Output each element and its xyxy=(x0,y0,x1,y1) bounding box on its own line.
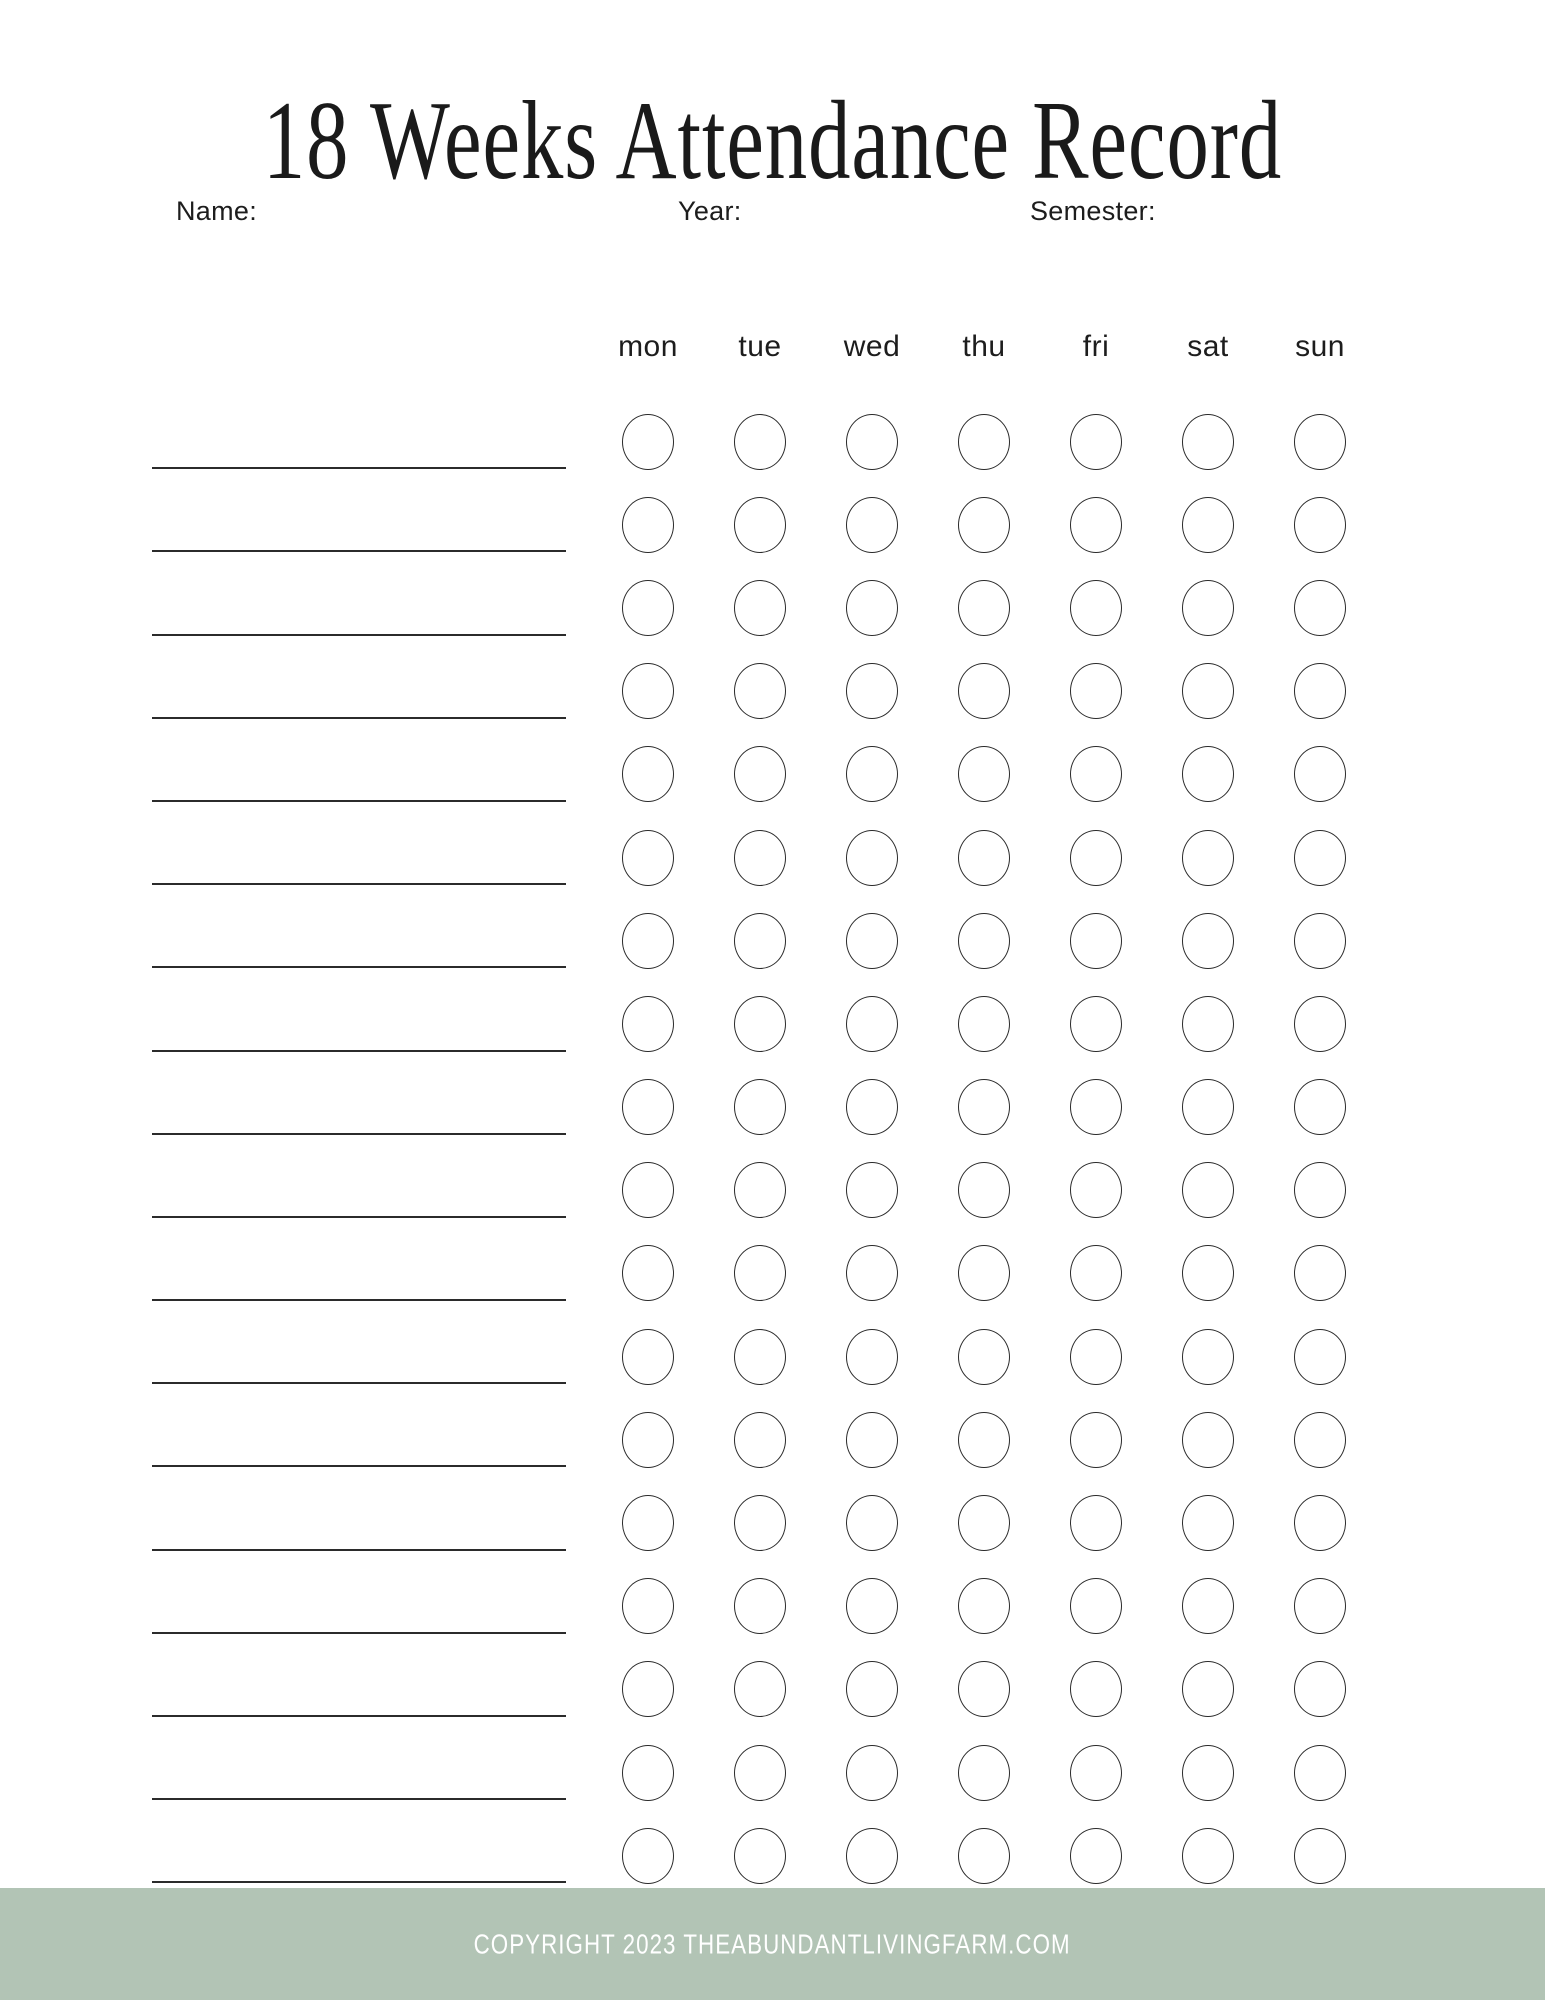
attendance-bubble-wed[interactable] xyxy=(846,663,898,719)
attendance-bubble-group xyxy=(592,566,1376,649)
attendance-bubble-sun[interactable] xyxy=(1294,996,1346,1052)
attendance-bubble-sat[interactable] xyxy=(1182,663,1234,719)
attendance-bubble-tue[interactable] xyxy=(734,1412,786,1468)
attendance-bubble-mon[interactable] xyxy=(622,1828,674,1884)
attendance-row xyxy=(0,1232,1545,1315)
attendance-bubble-sat[interactable] xyxy=(1182,913,1234,969)
attendance-bubble-thu[interactable] xyxy=(958,1162,1010,1218)
attendance-bubble-thu[interactable] xyxy=(958,1245,1010,1301)
attendance-bubble-thu[interactable] xyxy=(958,1495,1010,1551)
attendance-bubble-sat[interactable] xyxy=(1182,1495,1234,1551)
attendance-bubble-sun[interactable] xyxy=(1294,1828,1346,1884)
attendance-bubble-sat[interactable] xyxy=(1182,830,1234,886)
attendance-bubble-wed[interactable] xyxy=(846,414,898,470)
attendance-bubble-fri[interactable] xyxy=(1070,663,1122,719)
attendance-bubble-sun[interactable] xyxy=(1294,1495,1346,1551)
attendance-bubble-group xyxy=(592,1315,1376,1398)
attendance-bubble-group xyxy=(592,1565,1376,1648)
attendance-row xyxy=(0,650,1545,733)
weekday-label-wed: wed xyxy=(843,330,901,363)
attendance-bubble-fri[interactable] xyxy=(1070,1412,1122,1468)
attendance-bubble-wed[interactable] xyxy=(846,1495,898,1551)
attendance-bubble-tue[interactable] xyxy=(734,1495,786,1551)
attendance-bubble-sat[interactable] xyxy=(1182,1661,1234,1717)
attendance-bubble-sat[interactable] xyxy=(1182,746,1234,802)
attendance-bubble-sun[interactable] xyxy=(1294,1745,1346,1801)
attendance-bubble-group xyxy=(592,650,1376,733)
attendance-bubble-sat[interactable] xyxy=(1182,1079,1234,1135)
attendance-row xyxy=(0,1315,1545,1398)
attendance-row xyxy=(0,1731,1545,1814)
attendance-bubble-group xyxy=(592,1149,1376,1232)
attendance-bubble-mon[interactable] xyxy=(622,497,674,553)
attendance-bubble-sun[interactable] xyxy=(1294,580,1346,636)
attendance-bubble-sun[interactable] xyxy=(1294,1578,1346,1634)
attendance-bubble-wed[interactable] xyxy=(846,1745,898,1801)
attendance-bubble-tue[interactable] xyxy=(734,1828,786,1884)
weekday-label-sun: sun xyxy=(1295,330,1345,363)
attendance-bubble-fri[interactable] xyxy=(1070,1329,1122,1385)
attendance-bubble-mon[interactable] xyxy=(622,1661,674,1717)
attendance-row xyxy=(0,1149,1545,1232)
attendance-bubble-group xyxy=(592,1232,1376,1315)
weekday-label-fri: fri xyxy=(1082,330,1110,363)
student-name-line[interactable] xyxy=(152,1133,566,1135)
attendance-bubble-sat[interactable] xyxy=(1182,1828,1234,1884)
attendance-bubble-sat[interactable] xyxy=(1182,497,1234,553)
attendance-bubble-sun[interactable] xyxy=(1294,1412,1346,1468)
attendance-bubble-fri[interactable] xyxy=(1070,1495,1122,1551)
attendance-row xyxy=(0,1066,1545,1149)
attendance-bubble-wed[interactable] xyxy=(846,580,898,636)
weekday-label-thu: thu xyxy=(962,330,1006,363)
attendance-bubble-fri[interactable] xyxy=(1070,1245,1122,1301)
attendance-row xyxy=(0,1398,1545,1481)
attendance-row xyxy=(0,566,1545,649)
attendance-bubble-wed[interactable] xyxy=(846,497,898,553)
attendance-bubble-thu[interactable] xyxy=(958,1329,1010,1385)
attendance-bubble-sun[interactable] xyxy=(1294,746,1346,802)
attendance-bubble-group xyxy=(592,483,1376,566)
attendance-bubble-mon[interactable] xyxy=(622,580,674,636)
attendance-bubble-tue[interactable] xyxy=(734,996,786,1052)
student-name-line[interactable] xyxy=(152,1050,566,1052)
attendance-bubble-fri[interactable] xyxy=(1070,580,1122,636)
attendance-bubble-tue[interactable] xyxy=(734,1245,786,1301)
attendance-bubble-sun[interactable] xyxy=(1294,497,1346,553)
attendance-row xyxy=(0,982,1545,1065)
attendance-row xyxy=(0,1481,1545,1564)
attendance-bubble-sun[interactable] xyxy=(1294,913,1346,969)
attendance-bubble-thu[interactable] xyxy=(958,746,1010,802)
student-name-line[interactable] xyxy=(152,1465,566,1467)
attendance-bubble-group xyxy=(592,816,1376,899)
attendance-bubble-mon[interactable] xyxy=(622,996,674,1052)
attendance-bubble-thu[interactable] xyxy=(958,996,1010,1052)
attendance-bubble-tue[interactable] xyxy=(734,746,786,802)
field-label-row xyxy=(0,196,1545,238)
attendance-bubble-fri[interactable] xyxy=(1070,1162,1122,1218)
attendance-bubble-thu[interactable] xyxy=(958,414,1010,470)
student-name-line[interactable] xyxy=(152,550,566,552)
attendance-bubble-fri[interactable] xyxy=(1070,1828,1122,1884)
attendance-bubble-sun[interactable] xyxy=(1294,1079,1346,1135)
attendance-bubble-group xyxy=(592,400,1376,483)
attendance-bubble-tue[interactable] xyxy=(734,497,786,553)
attendance-bubble-thu[interactable] xyxy=(958,1079,1010,1135)
attendance-bubble-mon[interactable] xyxy=(622,1578,674,1634)
attendance-row xyxy=(0,1814,1545,1897)
attendance-bubble-group xyxy=(592,1481,1376,1564)
field-label-name: Name: xyxy=(176,196,258,226)
attendance-bubble-tue[interactable] xyxy=(734,830,786,886)
student-name-line[interactable] xyxy=(152,800,566,802)
student-name-line[interactable] xyxy=(152,1632,566,1634)
attendance-bubble-tue[interactable] xyxy=(734,580,786,636)
attendance-bubble-tue[interactable] xyxy=(734,1329,786,1385)
attendance-bubble-tue[interactable] xyxy=(734,1745,786,1801)
attendance-bubble-tue[interactable] xyxy=(734,1661,786,1717)
attendance-bubble-sat[interactable] xyxy=(1182,1578,1234,1634)
attendance-bubble-wed[interactable] xyxy=(846,1079,898,1135)
attendance-bubble-thu[interactable] xyxy=(958,1745,1010,1801)
attendance-bubble-sun[interactable] xyxy=(1294,830,1346,886)
attendance-bubble-sun[interactable] xyxy=(1294,1245,1346,1301)
attendance-bubble-group xyxy=(592,1648,1376,1731)
student-name-line[interactable] xyxy=(152,883,566,885)
attendance-bubble-wed[interactable] xyxy=(846,1661,898,1717)
attendance-bubble-wed[interactable] xyxy=(846,1578,898,1634)
attendance-bubble-sun[interactable] xyxy=(1294,663,1346,719)
attendance-bubble-fri[interactable] xyxy=(1070,830,1122,886)
student-name-line[interactable] xyxy=(152,1549,566,1551)
attendance-bubble-mon[interactable] xyxy=(622,830,674,886)
attendance-bubble-sun[interactable] xyxy=(1294,1661,1346,1717)
attendance-bubble-fri[interactable] xyxy=(1070,913,1122,969)
attendance-row xyxy=(0,816,1545,899)
attendance-bubble-thu[interactable] xyxy=(958,913,1010,969)
attendance-bubble-group xyxy=(592,1066,1376,1149)
attendance-bubble-thu[interactable] xyxy=(958,663,1010,719)
attendance-bubble-fri[interactable] xyxy=(1070,497,1122,553)
attendance-bubble-wed[interactable] xyxy=(846,1412,898,1468)
weekday-label-tue: tue xyxy=(738,330,782,363)
attendance-bubble-mon[interactable] xyxy=(622,1162,674,1218)
weekday-label-sat: sat xyxy=(1187,330,1229,363)
weekday-header-row xyxy=(592,330,1352,364)
student-name-line[interactable] xyxy=(152,1299,566,1301)
weekday-label-mon: mon xyxy=(618,330,678,363)
attendance-bubble-wed[interactable] xyxy=(846,1162,898,1218)
page-title: 18 Weeks Attendance Record xyxy=(262,77,1283,203)
attendance-row xyxy=(0,733,1545,816)
attendance-bubble-mon[interactable] xyxy=(622,1245,674,1301)
attendance-bubble-tue[interactable] xyxy=(734,1578,786,1634)
attendance-bubble-group xyxy=(592,982,1376,1065)
copyright-text: COPYRIGHT 2023 THEABUNDANTLIVINGFARM.COM xyxy=(473,1927,1072,1960)
student-name-line[interactable] xyxy=(152,1881,566,1883)
attendance-bubble-sun[interactable] xyxy=(1294,1162,1346,1218)
attendance-row xyxy=(0,483,1545,566)
attendance-bubble-group xyxy=(592,1398,1376,1481)
attendance-bubble-mon[interactable] xyxy=(622,913,674,969)
student-name-line[interactable] xyxy=(152,467,566,469)
footer-bar xyxy=(0,1888,1545,2000)
attendance-bubble-fri[interactable] xyxy=(1070,414,1122,470)
attendance-bubble-thu[interactable] xyxy=(958,580,1010,636)
attendance-row xyxy=(0,1565,1545,1648)
attendance-bubble-thu[interactable] xyxy=(958,1578,1010,1634)
student-name-line[interactable] xyxy=(152,1798,566,1800)
attendance-bubble-group xyxy=(592,1814,1376,1897)
attendance-bubble-fri[interactable] xyxy=(1070,996,1122,1052)
attendance-bubble-sat[interactable] xyxy=(1182,580,1234,636)
attendance-grid xyxy=(0,400,1545,1897)
attendance-bubble-mon[interactable] xyxy=(622,1495,674,1551)
attendance-bubble-fri[interactable] xyxy=(1070,746,1122,802)
attendance-bubble-tue[interactable] xyxy=(734,1162,786,1218)
attendance-bubble-mon[interactable] xyxy=(622,1745,674,1801)
attendance-row xyxy=(0,400,1545,483)
attendance-row xyxy=(0,899,1545,982)
attendance-bubble-wed[interactable] xyxy=(846,1329,898,1385)
attendance-bubble-wed[interactable] xyxy=(846,830,898,886)
attendance-bubble-fri[interactable] xyxy=(1070,1079,1122,1135)
student-name-line[interactable] xyxy=(152,1382,566,1384)
attendance-bubble-wed[interactable] xyxy=(846,1245,898,1301)
attendance-bubble-thu[interactable] xyxy=(958,497,1010,553)
attendance-bubble-mon[interactable] xyxy=(622,1329,674,1385)
attendance-bubble-tue[interactable] xyxy=(734,663,786,719)
attendance-bubble-thu[interactable] xyxy=(958,1661,1010,1717)
attendance-bubble-mon[interactable] xyxy=(622,746,674,802)
student-name-line[interactable] xyxy=(152,1715,566,1717)
attendance-bubble-thu[interactable] xyxy=(958,1828,1010,1884)
attendance-bubble-fri[interactable] xyxy=(1070,1661,1122,1717)
attendance-bubble-mon[interactable] xyxy=(622,1079,674,1135)
attendance-bubble-mon[interactable] xyxy=(622,1412,674,1468)
attendance-bubble-tue[interactable] xyxy=(734,414,786,470)
attendance-bubble-sun[interactable] xyxy=(1294,414,1346,470)
attendance-bubble-tue[interactable] xyxy=(734,913,786,969)
student-name-line[interactable] xyxy=(152,966,566,968)
attendance-bubble-wed[interactable] xyxy=(846,913,898,969)
student-name-line[interactable] xyxy=(152,634,566,636)
student-name-line[interactable] xyxy=(152,1216,566,1218)
attendance-bubble-fri[interactable] xyxy=(1070,1745,1122,1801)
attendance-bubble-group xyxy=(592,1731,1376,1814)
attendance-bubble-sat[interactable] xyxy=(1182,1412,1234,1468)
attendance-bubble-sat[interactable] xyxy=(1182,996,1234,1052)
attendance-bubble-sat[interactable] xyxy=(1182,1162,1234,1218)
attendance-bubble-sat[interactable] xyxy=(1182,1329,1234,1385)
attendance-bubble-group xyxy=(592,899,1376,982)
attendance-bubble-group xyxy=(592,733,1376,816)
attendance-bubble-sun[interactable] xyxy=(1294,1329,1346,1385)
attendance-bubble-sat[interactable] xyxy=(1182,414,1234,470)
attendance-bubble-sat[interactable] xyxy=(1182,1245,1234,1301)
attendance-bubble-wed[interactable] xyxy=(846,996,898,1052)
attendance-bubble-mon[interactable] xyxy=(622,663,674,719)
field-label-semester: Semester: xyxy=(1030,196,1156,226)
attendance-bubble-wed[interactable] xyxy=(846,746,898,802)
attendance-bubble-sat[interactable] xyxy=(1182,1745,1234,1801)
attendance-bubble-mon[interactable] xyxy=(622,414,674,470)
attendance-bubble-fri[interactable] xyxy=(1070,1578,1122,1634)
student-name-line[interactable] xyxy=(152,717,566,719)
attendance-bubble-thu[interactable] xyxy=(958,1412,1010,1468)
attendance-row xyxy=(0,1648,1545,1731)
attendance-bubble-thu[interactable] xyxy=(958,830,1010,886)
attendance-bubble-tue[interactable] xyxy=(734,1079,786,1135)
field-label-year: Year: xyxy=(678,196,742,226)
attendance-bubble-wed[interactable] xyxy=(846,1828,898,1884)
